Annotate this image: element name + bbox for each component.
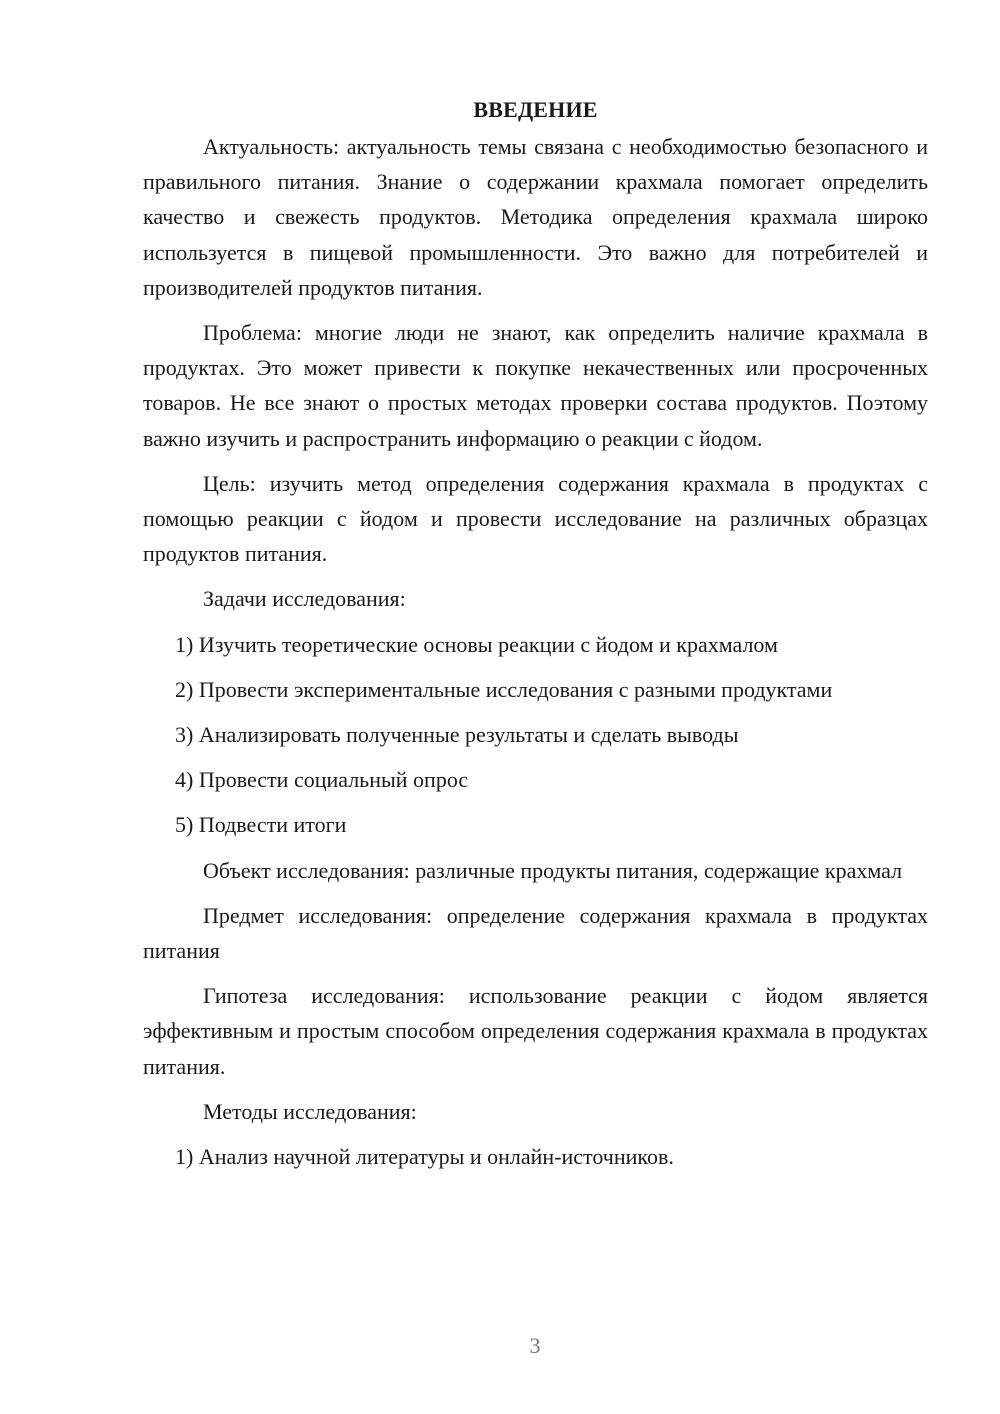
tasks-list — [143, 627, 928, 843]
paragraph-subject: Предмет исследования: определение содержания крахмала в продуктах питания — [143, 902, 928, 964]
paragraph-goal: Цель: изучить метод определения содержания крахмала в продуктах с помощью реакции с йодом и провести исследование на различных образцах продуктов питания. — [143, 470, 928, 567]
methods-list — [143, 1139, 928, 1174]
document-page — [143, 92, 928, 1184]
paragraph-problem: Проблема: многие люди не знают, как определить наличие крахмала в продуктах. Это может привести к покупке некачественных или просроченных товаров. Не все знают о простых методах проверки состава продуктов. Поэтому важно изучить и распространить информацию о реакции с йодом. — [143, 320, 928, 451]
list-item: 1) Изучить теоретические основы реакции с йодом и крахмалом — [175, 631, 778, 657]
tasks-heading: Задачи исследования: — [203, 586, 406, 612]
paragraph-relevance: Актуальность: актуальность темы связана с необходимостью безопасного и правильного питания. Знание о содержании крахмала помогает определить качество и свежесть продуктов. Методика определения крахмала широко используется в пищевой промышленности. Это важно для потребителей и производителей продуктов питания. — [143, 134, 928, 300]
list-item: 5) Подвести итоги — [175, 812, 347, 838]
list-item: 2) Провести экспериментальные исследования с разными продуктами — [175, 676, 833, 702]
list-item: 3) Анализировать полученные результаты и сделать выводы — [175, 722, 739, 748]
page-number: 3 — [529, 1333, 541, 1358]
list-item: 4) Провести социальный опрос — [175, 767, 469, 793]
paragraph-hypothesis: Гипотеза исследования: использование реакции с йодом является эффективным и простым способом определения содержания крахмала в продуктах питания. — [143, 983, 928, 1079]
list-item: 1) Анализ научной литературы и онлайн-источников. — [175, 1144, 674, 1170]
paragraph-object: Объект исследования: различные продукты питания, содержащие крахмал — [203, 857, 903, 883]
page-title: ВВЕДЕНИЕ — [473, 97, 598, 122]
methods-heading: Методы исследования: — [203, 1098, 417, 1124]
